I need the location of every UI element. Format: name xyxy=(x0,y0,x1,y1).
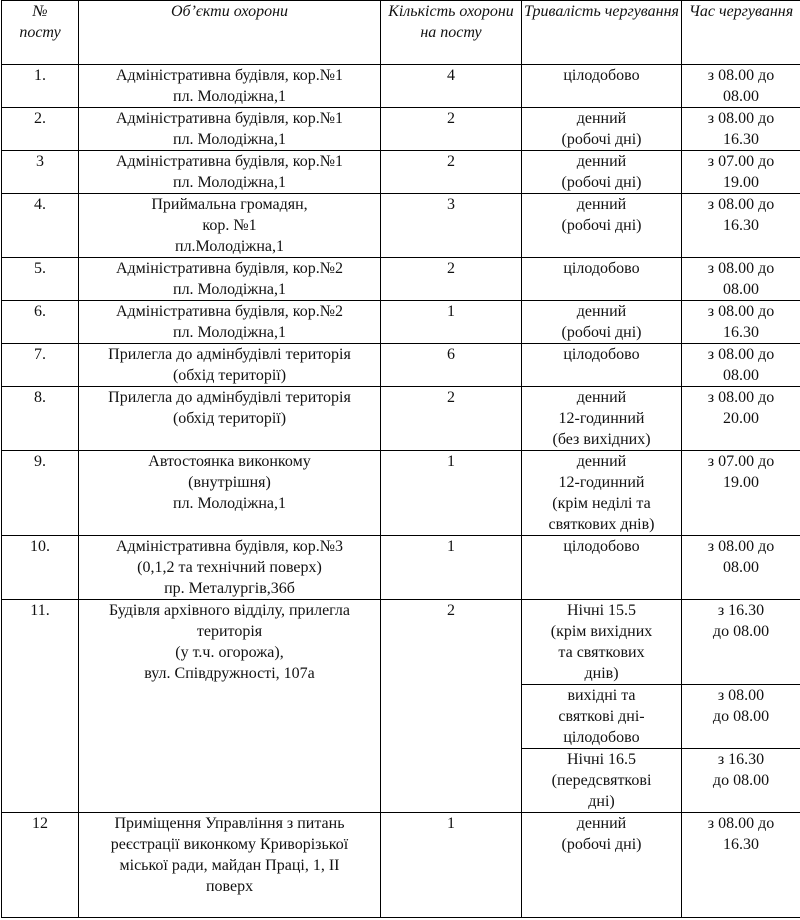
post-no-cell: 10. xyxy=(2,536,79,600)
post-no-cell: 1. xyxy=(2,65,79,108)
table-row xyxy=(2,451,800,536)
time-cell: з 08.00 до 16.30 xyxy=(682,301,800,344)
count-cell: 1 xyxy=(381,451,522,536)
header-post-no: № посту xyxy=(2,1,79,65)
object-cell: Приміщення Управління з питань реєстрації виконкому Криворізької міської ради, майдан Праці, 1, ІІ поверх xyxy=(79,813,381,918)
time-cell: з 08.00 до 08.00 xyxy=(682,536,800,600)
object-cell: Адміністративна будівля, кор.№1 пл. Молодіжна,1 xyxy=(79,108,381,151)
header-time: Час чергування xyxy=(682,1,800,65)
duration-cell: денний (робочі дні) xyxy=(522,813,682,918)
object-cell: Прилегла до адмінбудівлі територія (обхід території) xyxy=(79,387,381,451)
table-row xyxy=(2,344,800,387)
count-cell: 1 xyxy=(381,301,522,344)
object-cell: Адміністративна будівля, кор.№3 (0,1,2 та технічний поверх) пр. Металургів,36б xyxy=(79,536,381,600)
time-cell: з 08.00 до 16.30 xyxy=(682,813,800,918)
duration-cell: Нічні 15.5 (крім вихідних та святкових днів) xyxy=(522,600,682,685)
post-no-cell: 5. xyxy=(2,258,79,301)
time-cell: з 08.00 до 08.00 xyxy=(682,65,800,108)
time-cell: з 08.00 до 08.00 xyxy=(682,344,800,387)
duration-cell: вихідні та святкові дні- цілодобово xyxy=(522,685,682,749)
count-cell: 2 xyxy=(381,108,522,151)
header-count: Кількість охорони на посту xyxy=(381,1,522,65)
header-objects: Об’єкти охорони xyxy=(79,1,381,65)
duration-cell: Нічні 16.5 (передсвяткові дні) xyxy=(522,749,682,813)
duration-cell: денний 12-годинний (крім неділі та святкових днів) xyxy=(522,451,682,536)
count-cell: 6 xyxy=(381,344,522,387)
table-row xyxy=(2,65,800,108)
object-cell: Адміністративна будівля, кор.№2 пл. Молодіжна,1 xyxy=(79,258,381,301)
object-cell: Адміністративна будівля, кор.№1 пл. Молодіжна,1 xyxy=(79,65,381,108)
duration-cell: цілодобово xyxy=(522,536,682,600)
object-cell: Адміністративна будівля, кор.№2 пл. Молодіжна,1 xyxy=(79,301,381,344)
duration-cell: денний 12-годинний (без вихідних) xyxy=(522,387,682,451)
object-cell: Адміністративна будівля, кор.№1 пл. Молодіжна,1 xyxy=(79,151,381,194)
duration-cell: цілодобово xyxy=(522,344,682,387)
time-cell: з 08.00 до 20.00 xyxy=(682,387,800,451)
time-cell: з 16.30 до 08.00 xyxy=(682,749,800,813)
table-row xyxy=(2,258,800,301)
time-cell: з 08.00 до 08.00 xyxy=(682,685,800,749)
table-row xyxy=(2,108,800,151)
duration-cell: денний (робочі дні) xyxy=(522,301,682,344)
table-row xyxy=(2,813,800,918)
table-row xyxy=(2,151,800,194)
time-cell: з 08.00 до 16.30 xyxy=(682,194,800,258)
duration-cell: цілодобово xyxy=(522,65,682,108)
count-cell: 1 xyxy=(381,536,522,600)
post-no-cell: 6. xyxy=(2,301,79,344)
count-cell: 1 xyxy=(381,813,522,918)
duration-cell: денний (робочі дні) xyxy=(522,194,682,258)
count-cell: 2 xyxy=(381,258,522,301)
duration-cell: цілодобово xyxy=(522,258,682,301)
table-row xyxy=(2,387,800,451)
duration-cell: денний (робочі дні) xyxy=(522,151,682,194)
time-cell: з 07.00 до 19.00 xyxy=(682,451,800,536)
guard-posts-table xyxy=(1,0,800,918)
count-cell: 2 xyxy=(381,151,522,194)
time-cell: з 16.30 до 08.00 xyxy=(682,600,800,685)
object-cell: Приймальна громадян, кор. №1 пл.Молодіжна,1 xyxy=(79,194,381,258)
time-cell: з 08.00 до 08.00 xyxy=(682,258,800,301)
object-cell: Автостоянка виконкому (внутрішня) пл. Молодіжна,1 xyxy=(79,451,381,536)
post-no-cell: 3 xyxy=(2,151,79,194)
post-no-cell: 2. xyxy=(2,108,79,151)
count-cell: 2 xyxy=(381,600,522,813)
object-cell: Будівля архівного відділу, прилегла територія (у т.ч. огорожа), вул. Співдружності, 107а xyxy=(79,600,381,813)
post-no-cell: 4. xyxy=(2,194,79,258)
table-row xyxy=(2,194,800,258)
post-no-cell: 11. xyxy=(2,600,79,813)
header-duration: Тривалість чергування xyxy=(522,1,682,65)
count-cell: 4 xyxy=(381,65,522,108)
table-row xyxy=(2,536,800,600)
table-row xyxy=(2,600,800,685)
header-row xyxy=(2,1,800,65)
post-no-cell: 7. xyxy=(2,344,79,387)
table-row xyxy=(2,301,800,344)
post-no-cell: 8. xyxy=(2,387,79,451)
time-cell: з 07.00 до 19.00 xyxy=(682,151,800,194)
count-cell: 2 xyxy=(381,387,522,451)
post-no-cell: 9. xyxy=(2,451,79,536)
duration-cell: денний (робочі дні) xyxy=(522,108,682,151)
count-cell: 3 xyxy=(381,194,522,258)
object-cell: Прилегла до адмінбудівлі територія (обхід території) xyxy=(79,344,381,387)
time-cell: з 08.00 до 16.30 xyxy=(682,108,800,151)
post-no-cell: 12 xyxy=(2,813,79,918)
